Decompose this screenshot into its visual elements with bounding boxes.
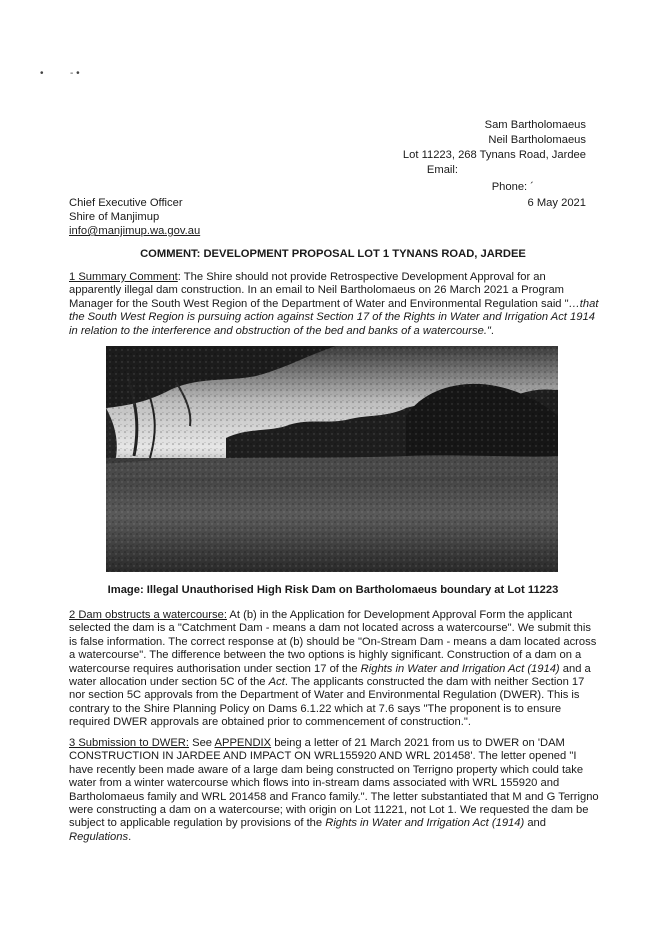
section-2-text-c: . The applicants constructed the dam with neither Section 17 nor section 5C approvals from the Department of Water and Environmental Regulation (DWER). This is contrary to the Shire Planning Policy on Dams 6.1.22 which at 7.6 says "The proponent is to ensure required DWER approvals are obtained prior to commencement of construction.". [69,676,585,729]
dam-photo [106,346,558,572]
recipient-org: Shire of Manjimup [69,211,160,223]
letter-date: 6 May 2021 [527,197,586,209]
image-caption: Image: Illegal Unauthorised High Risk Dam on Bartholomaeus boundary at Lot 11223 [107,584,559,596]
section-2-paragraph [69,609,601,730]
section-3-text-c: and [524,817,546,830]
sender-phone-label: Phone: ´ [491,181,534,193]
section-2-act-short: Act [268,676,285,689]
dam-photo-graphic [106,346,558,572]
section-3-heading: 3 Submission to DWER: [69,737,189,749]
scan-mark-left: • [40,68,44,79]
section-3-paragraph [69,737,601,844]
section-1-heading: 1 Summary Comment [69,271,178,283]
recipient-block [69,196,200,238]
section-1-quote: …that the South West Region is pursuing action against Section 17 of the Rights in Water and Irrigation Act 1914 in relation to the interference and obstruction of the bed and banks of a watercourse." [69,297,599,337]
sender-address: Lot 11223, 268 Tynans Road, Jardee [402,149,586,161]
section-1-paragraph [69,271,601,338]
sender-name-1: Sam Bartholomaeus [484,119,586,131]
section-2-text-a: At (b) in the Application for Development Approval Form the applicant selected the dam is a "Catchment Dam - means a dam not located across a watercourse". We submit this is false information. The correct response at (b) should be "On-Stream Dam - means a dam located across a watercourse". The difference between the two options is highly significant. Construction of a dam on a watercourse requires authorisation under section 17 of the [69,609,597,675]
sender-name-2: Neil Bartholomaeus [488,134,586,146]
sender-block [403,118,586,211]
appendix-link[interactable]: APPENDIX [214,737,272,749]
section-1-text-a: : The Shire should not provide Retrospective Development Approval for an apparently illegal dam construction. In an email to Neil Bartholomaeus on 26 March 2021 a Program Manager for the South West Region of the Department of Water and Environmental Regulation said " [69,271,569,310]
document-title: COMMENT: DEVELOPMENT PROPOSAL LOT 1 TYNANS ROAD, JARDEE [140,248,526,260]
section-3-act-name: Rights in Water and Irrigation Act (1914) [325,817,525,830]
sender-email-label: Email: [426,164,458,176]
section-3-regulations: Regulations [69,830,129,843]
section-3-text-a: See [189,737,215,749]
section-2-text-b: and a water allocation under section 5C of the [69,662,591,689]
section-1-text-b: . [490,324,495,337]
section-3-text-b: being a letter of 21 March 2021 from us to DWER on 'DAM CONSTRUCTION IN JARDEE AND IMPACT ON WRL155920 AND WRL 201458'. The letter opened "I have recently been made aware of a large dam being constructed on Terrigno property which could take water from a winter watercourse which flows into in-stream dams associated with WRL 155920 and Bartholomaeus family and WRL 201458 and Franco family.". The letter substantiated that M and G Terrigno were constructing a dam on a watercourse; with origin on Lot 11221, not Lot 1. We requested the dam be subject to applicable regulation by provisions of the [69,737,599,830]
section-2-act-name: Rights in Water and Irrigation Act (1914) [360,662,560,675]
recipient-email-link[interactable]: info@manjimup.wa.gov.au [69,225,201,237]
section-2-heading: 2 Dam obstructs a watercourse: [69,609,227,621]
section-3-text-d: . [128,830,132,843]
scan-mark-right: - • [70,68,80,79]
recipient-title: Chief Executive Officer [69,197,183,209]
